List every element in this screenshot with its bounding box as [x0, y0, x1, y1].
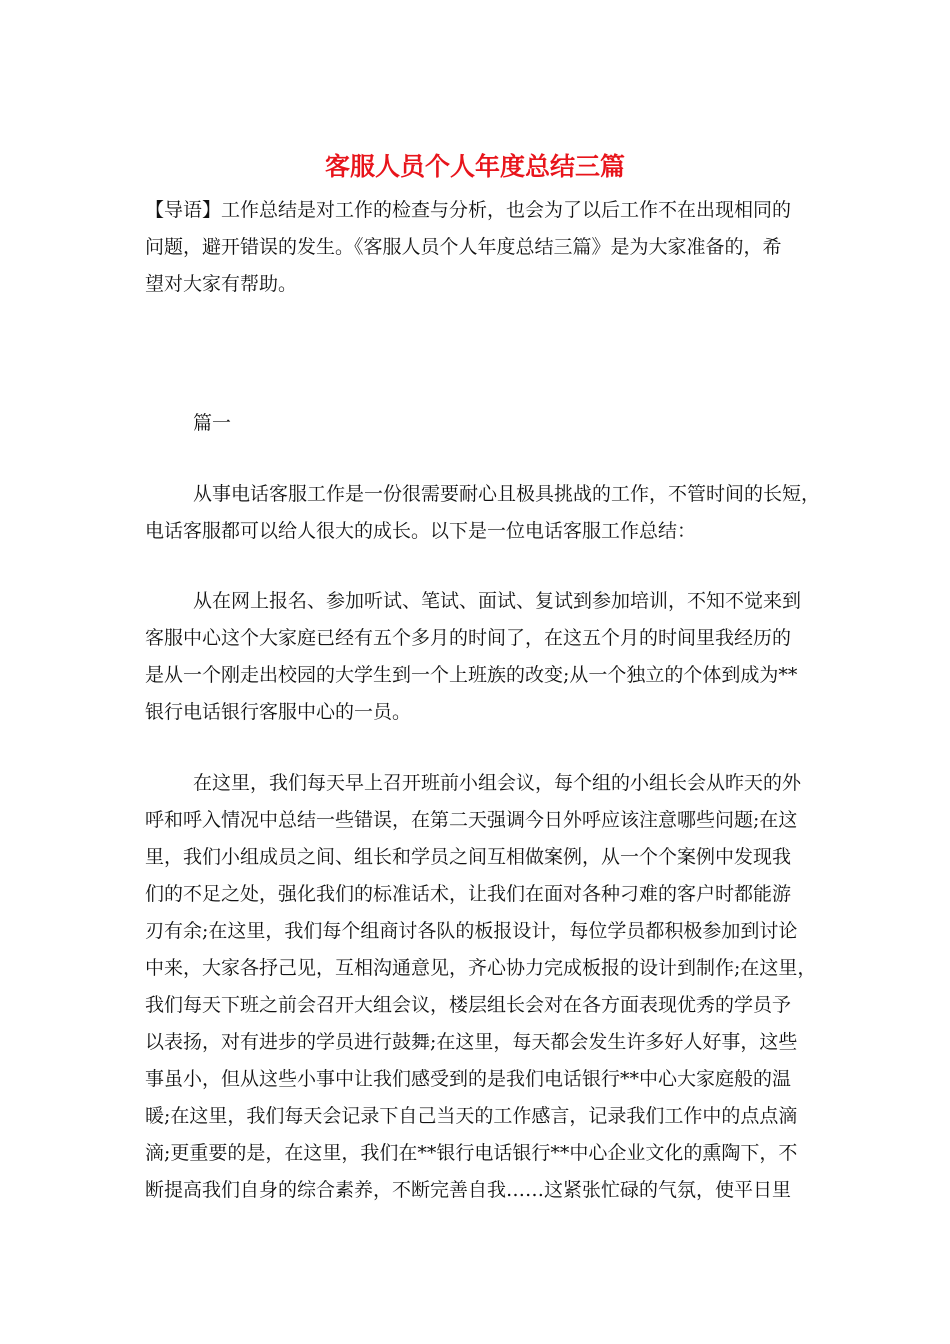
paragraph1-line-1: 从事电话客服工作是一份很需要耐心且极具挑战的工作，不管时间的长短，: [193, 483, 821, 505]
paragraph3-line-11: 滴;更重要的是，在这里，我们在**银行电话银行**中心企业文化的熏陶下，不: [145, 1142, 798, 1164]
intro-line-1: 【导语】工作总结是对工作的检查与分析，也会为了以后工作不在出现相同的: [145, 199, 792, 221]
paragraph2-line-3: 是从一个刚走出校园的大学生到一个上班族的改变;从一个独立的个体到成为**: [145, 664, 798, 686]
paragraph3-line-1: 在这里，我们每天早上召开班前小组会议，每个组的小组长会从昨天的外: [193, 772, 802, 794]
paragraph3-line-3: 里，我们小组成员之间、组长和学员之间互相做案例，从一个个案例中发现我: [145, 846, 792, 868]
paragraph3-line-7: 我们每天下班之前会召开大组会议，楼层组长会对在各方面表现优秀的学员予: [145, 994, 792, 1016]
paragraph3-line-5: 刃有余;在这里，我们每个组商讨各队的板报设计，每位学员都积极参加到讨论: [145, 920, 798, 942]
paragraph2-line-1: 从在网上报名、参加听试、笔试、面试、复试到参加培训，不知不觉来到: [193, 590, 802, 612]
intro-line-2: 问题，避开错误的发生。《客服人员个人年度总结三篇》是为大家准备的，希: [145, 236, 782, 258]
paragraph3-line-6: 中来，大家各抒己见，互相沟通意见，齐心协力完成板报的设计到制作;在这里，: [145, 957, 817, 979]
document-title: 客服人员个人年度总结三篇: [324, 152, 625, 181]
paragraph1-line-2: 电话客服都可以给人很大的成长。以下是一位电话客服工作总结：: [145, 520, 697, 542]
paragraph2-line-2: 客服中心这个大家庭已经有五个多月的时间了，在这五个月的时间里我经历的: [145, 627, 792, 649]
paragraph2-line-4: 银行电话银行客服中心的一员。: [145, 701, 412, 723]
paragraph3-line-9: 事虽小，但从这些小事中让我们感受到的是我们电话银行**中心大家庭般的温: [145, 1068, 792, 1090]
paragraph3-line-12: 断提高我们自身的综合素养，不断完善自我……这紧张忙碌的气氛，使平日里: [145, 1179, 792, 1201]
paragraph3-line-10: 暖;在这里，我们每天会记录下自己当天的工作感言，记录我们工作中的点点滴: [145, 1105, 798, 1127]
paragraph3-line-4: 们的不足之处，强化我们的标准话术，让我们在面对各种刁难的客户时都能游: [145, 883, 792, 905]
paragraph3-line-8: 以表扬，对有进步的学员进行鼓舞;在这里，每天都会发生许多好人好事，这些: [145, 1031, 798, 1053]
intro-line-3: 望对大家有帮助。: [145, 273, 298, 295]
paragraph3-line-2: 呼和呼入情况中总结一些错误，在第二天强调今日外呼应该注意哪些问题;在这: [145, 809, 798, 831]
section-label: 篇一: [193, 412, 232, 434]
